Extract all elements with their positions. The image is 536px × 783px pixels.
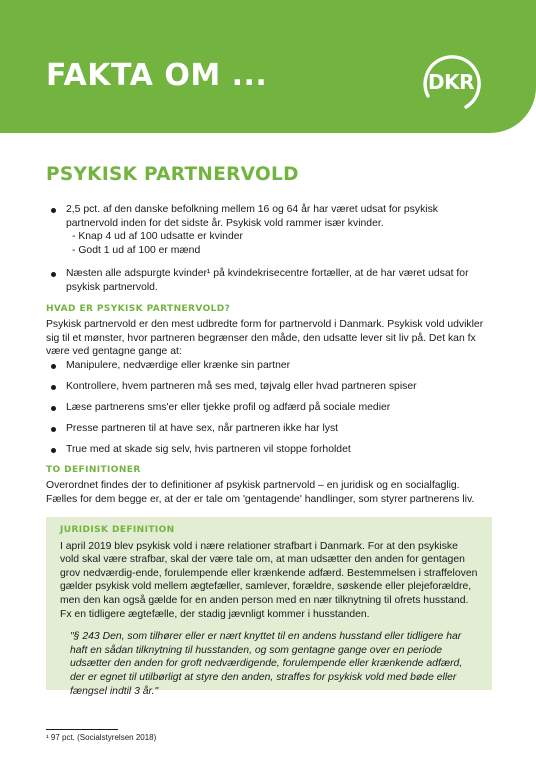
list-item: Presse partneren til at have sex, når partneren ikke har lyst — [46, 422, 492, 436]
section-heading-legal: JURIDISK DEFINITION — [60, 525, 175, 535]
stats-list — [46, 203, 492, 295]
section-heading-what-is: HVAD ER PSYKISK PARTNERVOLD? — [46, 303, 231, 314]
actions-list — [46, 359, 492, 457]
stat-text: Næsten alle adspurgte kvinder¹ på kvindekrisecentre fortæller, at de har været udsat for psykisk partnervold. — [66, 268, 469, 293]
page-title: PSYKISK PARTNERVOLD — [46, 164, 299, 185]
footnote-divider — [46, 729, 118, 730]
stat-text: 2,5 pct. af den danske befolkning mellem 16 og 64 år har været udsat for psykisk partnervold inden for det sidste år. Psykisk vold rammer især kvinder. — [66, 204, 438, 229]
list-item — [46, 267, 492, 294]
section-heading-definitions: TO DEFINITIONER — [46, 464, 141, 475]
header-banner — [0, 0, 536, 133]
sub-item: - Knap 4 ud af 100 udsatte er kvinder — [72, 231, 243, 243]
definitions-paragraph: Overordnet findes der to definitioner af psykisk partnervold – en juridisk og en socialfaglig. Fælles for dem begge er, at der er tale om 'gentagende' handlinger, som styrer partnerens liv. — [46, 480, 475, 506]
list-item — [46, 203, 492, 257]
logo-text: DKR — [428, 70, 474, 94]
main-content — [46, 203, 492, 507]
legal-paragraph: I april 2019 blev psykisk vold i nære relationer strafbart i Danmark. For at den psykiske vold skal være strafbar, skal der være tale om, at man udsætter den anden for gentagen grov nedværdig-ende, forulempende eller krænkende adfærd. Bestemmelsen i straffeloven gælder psykisk vold mellem ægtefæller, samlever, forældre, søskende eller plejeforældre, men den kan også gælde for en anden person med en nær tilknytning til ofrets husstand. Fx en tidligere ægtefælle, der stadig jævnligt kommer i husstanden. — [60, 540, 478, 620]
what-is-paragraph: Psykisk partnervold er den mest udbredte form for partnervold i Danmark. Psykisk vold udvikler sig til et mønster, hvor partneren begrænser den måde, den udsatte lever sit liv på. Det kan fx være ved gentagne gange at: — [46, 319, 484, 358]
dkr-logo — [420, 52, 482, 114]
footnote: ¹ 97 pct. (Socialstyrelsen 2018) — [46, 733, 157, 742]
list-item: Kontrollere, hvem partneren må ses med, tøjvalg eller hvad partneren spiser — [46, 380, 492, 394]
header-title: FAKTA OM ... — [46, 58, 268, 93]
sub-item: - Godt 1 ud af 100 er mænd — [72, 244, 201, 256]
list-item: Læse partnerens sms'er eller tjekke profil og adfærd på sociale medier — [46, 401, 492, 415]
list-item: True med at skade sig selv, hvis partneren vil stoppe forholdet — [46, 443, 492, 457]
legal-quote: "§ 243 Den, som tilhører eller er nært knyttet til en andens husstand eller tidligere har haft en sådan tilknytning til husstanden, og som gentagne gange over en periode udsætter den anden for groft nedværdigende, forulempende eller krænkende adfærd, der er egnet til utilbørligt at styre den anden, straffes for psykisk vold med bøde eller fængsel indtil 3 år." — [70, 631, 463, 697]
legal-definition-box — [46, 517, 492, 697]
list-item: Manipulere, nedværdige eller krænke sin partner — [46, 359, 492, 373]
